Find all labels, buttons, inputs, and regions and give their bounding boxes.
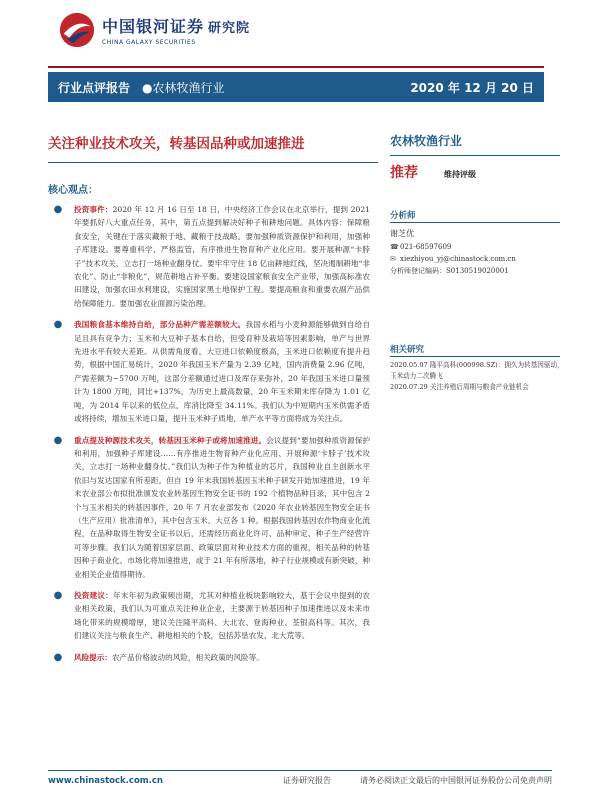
rating-note: 维持评级	[444, 169, 476, 179]
bullet-icon: ●	[53, 434, 63, 446]
paragraph-text: 2020 年 12 月 16 日至 18 日，中央经济工作会议在北京举行，提到 2021 年要抓好八大重点任务，其中，第五点提到解决好种子和耕地问题。具体内容：保障粮食安全，关键在于落实藏粮于地、藏粮于技战略。要加强种质资源保护和利用，加强种子库建设。要尊重科学、严格监管，有序推进生物育种产业化应用。要开展种源“卡脖子”技术攻关，立志打一场种业翻身仗。要牢牢守住 18 亿亩耕地红线，坚决遏制耕地“非农化”、防止“非粮化”，规范耕地占补平衡。要建设国家粮食安全产业带，加强高标准农田建设，加强农田水利建设，实施国家黑土地保护工程。要提高粮食和重要农副产品供给保障能力。要加强农业面源污染治理。	[74, 205, 370, 308]
paragraph-investment-advice	[48, 589, 370, 643]
report-title: 关注种业技术攻关，转基因品种或加速推进	[48, 136, 305, 152]
logo-english-name: CHINA GALAXY SECURITIES	[102, 39, 196, 46]
bullet-icon: ●	[53, 319, 63, 331]
analyst-email[interactable]: xiezhiyou_yj@chinastock.com.cn	[400, 255, 516, 263]
analyst-cert: 分析师登记编码：S0130519020001	[390, 267, 509, 275]
paragraph-text: 会议提到“要加强种质资源保护和利用，加强种子库建设……有序推进生物育种产业化应用、开展种源‘卡脖子’技术攻关，立志打一场种业翻身仗。”我们认为种子作为种植业的芯片，我国种业自主创新水平依旧与发达国家有所差距。但自 19 年末我国转基因玉米种子研发开始加速推进，19 年末农业部公布拟批准颁发农业转基因生物安全证书的 192 个植物品种目录，其中包含 2 个与玉米相关的转基因事件，20 年 7 月农业部发布《2020 年农业转基因生物安全证书（生产应用）批准清单》，其中包含玉米、大豆各 1 种。根据我国转基因农作物商业化流程，在品种取得生物安全证书以后，还需经历商业化许可、品种审定、种子生产经营许可等步骤。我们认为随着国家层面、政策层面对种业技术方面的重视，相关品种的转基因种子商业化、市场化将加速推进，或于 21 年有所落地，种子行业规模或有新突破，种业相关企业值得期待。	[74, 435, 371, 579]
related-list	[390, 360, 565, 394]
header-divider	[48, 66, 544, 68]
email-icon: ✉	[390, 255, 396, 263]
paragraph-lead: 风险提示：	[74, 652, 112, 662]
bullet-icon: ●	[53, 589, 63, 601]
logo-institute: 研究院	[208, 21, 251, 36]
footer	[48, 775, 552, 786]
phone-icon: ☎	[390, 243, 399, 251]
core-heading: 核心观点：	[48, 185, 98, 196]
report-type: 行业点评报告	[58, 80, 131, 95]
related-item[interactable]: 2020.07.29 关注养殖后周期与粮食产业链机会	[390, 383, 529, 391]
paragraph-text: 农产品价格波动的风险，相关政策的风险等。	[111, 652, 264, 662]
title-divider	[48, 162, 378, 163]
analyst-info	[390, 228, 565, 277]
report-date: 2020 年 12 月 20 日	[410, 80, 534, 95]
paragraph-text: 年末年初为政策频出期，尤其对种植业板块影响较大，基于会议中提到的农业相关政策，我们认为可重点关注种业企业，主要源于转基因种子加速推进以及未来市场化带来的规模增厚，建议关注隆平高科、大北农、登海种业、荃银高科等。其次，我们建议关注与粮食生产、耕地相关的个股，包括苏垦农发、北大荒等。	[74, 590, 371, 641]
footer-website[interactable]: www.chinastock.com.cn	[48, 775, 163, 786]
related-item[interactable]: 2020.05.07 隆平高科(000998.SZ)：拥久为转基因驱动，玉米动力二次腾飞	[390, 361, 564, 380]
footer-label: 证券研究报告	[282, 776, 331, 785]
paragraph-risk	[48, 651, 370, 664]
rating-value: 推荐	[390, 165, 418, 181]
sector-name: 农林牧渔行业	[390, 134, 463, 148]
bullet-icon: ●	[53, 651, 63, 663]
paragraph-investment-event	[48, 203, 370, 310]
paragraph-grain-supply	[48, 318, 370, 425]
rating-box	[390, 132, 560, 182]
paragraph-lead: 投资建议：	[74, 590, 113, 600]
sector-divider	[390, 155, 560, 156]
report-band	[48, 72, 544, 102]
brand-logo	[58, 10, 250, 50]
analyst-heading: 分析师	[390, 211, 416, 221]
paragraph-lead: 投资事件：	[74, 205, 113, 214]
analyst-phone: 021-68597609	[400, 243, 452, 251]
paragraph-lead: 重点提及种源技术攻关，转基因玉米种子或将加速推进。	[74, 435, 267, 445]
analyst-divider	[390, 222, 560, 223]
footer-disclaimer: 请务必阅读正文最后的中国银河证券股份公司免责声明	[360, 776, 552, 785]
galaxy-logo-icon	[58, 11, 96, 49]
logo-company-name: 中国银河证券	[102, 17, 205, 36]
core-body	[48, 203, 370, 672]
footer-divider	[48, 770, 552, 771]
analyst-name: 谢芝优	[390, 229, 414, 238]
bullet-icon: ●	[53, 204, 63, 215]
related-divider	[390, 356, 560, 357]
related-heading: 相关研究	[390, 345, 425, 355]
paragraph-text: 我国水稻与小麦种源能够做到自给自足且具有竞争力；玉米和大豆种子基本自给，但受育种及栽培等因素影响，单产与世界先进水平有较大差距。从供需角度看，大豆进口依赖度极高，玉米进口依赖度有提升趋势，根据中国汇易统计，2020 年我国玉米产量为 2.39 亿吨，国内消费量 2.96 亿吨，产需差额为~5700 万吨，这部分差额通过进口及库存来弥补，20 年我国玉米进口量预计为 1800 万吨，同比+137%，为历史上最高数量，20 年玉米期末库存降为 1.01 亿吨，为 2014 年以来的低位点，库消比降至 34.11%。我们认为中短期内玉米供需矛盾或将持续，增加玉米进口量，提升玉米种子质地，单产水平等方面将成为关注点。	[74, 320, 370, 424]
sector-tag: ●农林牧渔行业	[142, 80, 225, 95]
paragraph-lead: 我国粮食基本维持自给，部分品种产需差额较大。	[74, 320, 246, 330]
paragraph-seed-technology	[48, 434, 370, 581]
